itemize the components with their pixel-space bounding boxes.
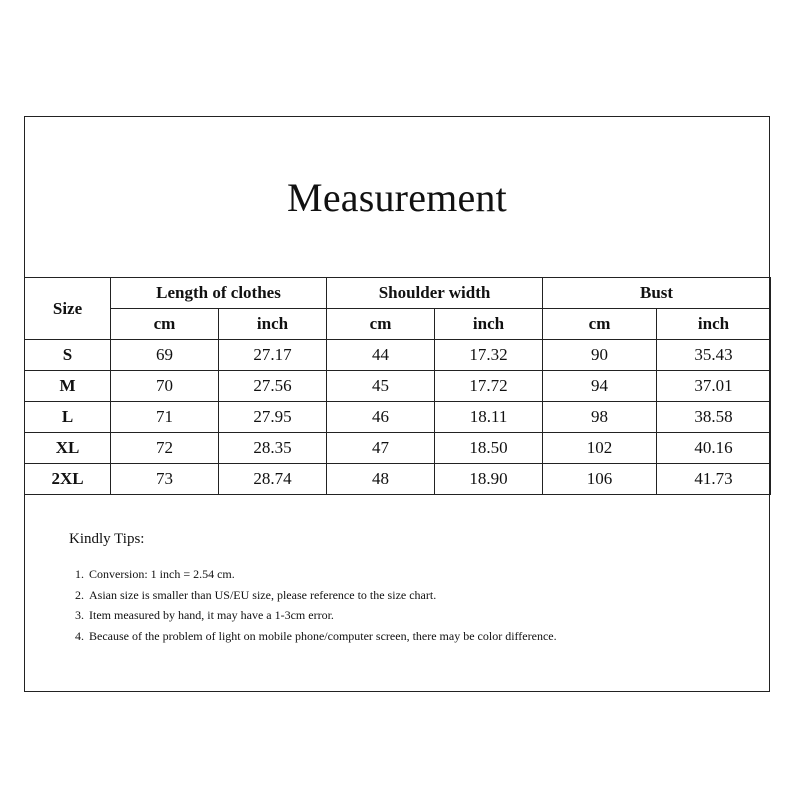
unit-header-row xyxy=(25,309,771,340)
tip-item: 1. Conversion: 1 inch = 2.54 cm. xyxy=(87,564,589,585)
group-header-length: Length of clothes xyxy=(111,278,327,309)
table-row xyxy=(25,371,771,402)
unit-header: inch xyxy=(657,309,771,340)
table-cell: 37.01 xyxy=(657,371,771,402)
table-cell: 102 xyxy=(543,433,657,464)
table-cell: 48 xyxy=(327,464,435,495)
table-cell: 73 xyxy=(111,464,219,495)
table-row xyxy=(25,402,771,433)
size-column-header: Size xyxy=(25,278,111,340)
table-cell: 28.74 xyxy=(219,464,327,495)
table-row xyxy=(25,340,771,371)
table-cell: 18.50 xyxy=(435,433,543,464)
table-cell: 41.73 xyxy=(657,464,771,495)
tip-item: 3. Item measured by hand, it may have a 1-3cm error. xyxy=(87,605,589,626)
table-cell: 72 xyxy=(111,433,219,464)
table-cell: 17.32 xyxy=(435,340,543,371)
tip-item: 2. Asian size is smaller than US/EU size, please reference to the size chart. xyxy=(87,585,589,606)
table-cell: 27.95 xyxy=(219,402,327,433)
table-cell: 38.58 xyxy=(657,402,771,433)
group-header-shoulder: Shoulder width xyxy=(327,278,543,309)
size-label: M xyxy=(25,371,111,402)
table-cell: 46 xyxy=(327,402,435,433)
tips-list xyxy=(69,564,589,646)
unit-header: cm xyxy=(327,309,435,340)
table-cell: 94 xyxy=(543,371,657,402)
tips-title: Kindly Tips: xyxy=(69,531,145,547)
table-row xyxy=(25,433,771,464)
unit-header: inch xyxy=(219,309,327,340)
group-header-row xyxy=(25,278,771,309)
size-label: S xyxy=(25,340,111,371)
unit-header: cm xyxy=(543,309,657,340)
size-label: 2XL xyxy=(25,464,111,495)
table-cell: 71 xyxy=(111,402,219,433)
table-cell: 18.11 xyxy=(435,402,543,433)
table-cell: 28.35 xyxy=(219,433,327,464)
size-label: XL xyxy=(25,433,111,464)
table-cell: 98 xyxy=(543,402,657,433)
table-cell: 90 xyxy=(543,340,657,371)
table-cell: 35.43 xyxy=(657,340,771,371)
table-cell: 45 xyxy=(327,371,435,402)
tip-item: 4. Because of the problem of light on mobile phone/computer screen, there may be color difference. xyxy=(87,626,589,647)
table-cell: 40.16 xyxy=(657,433,771,464)
tips-section xyxy=(69,531,589,646)
group-header-bust: Bust xyxy=(543,278,771,309)
table-cell: 27.56 xyxy=(219,371,327,402)
size-table xyxy=(24,277,771,495)
unit-header: cm xyxy=(111,309,219,340)
size-label: L xyxy=(25,402,111,433)
size-chart-frame xyxy=(24,116,770,692)
table-row xyxy=(25,464,771,495)
table-cell: 106 xyxy=(543,464,657,495)
table-cell: 47 xyxy=(327,433,435,464)
unit-header: inch xyxy=(435,309,543,340)
table-cell: 27.17 xyxy=(219,340,327,371)
table-cell: 44 xyxy=(327,340,435,371)
table-cell: 18.90 xyxy=(435,464,543,495)
table-cell: 70 xyxy=(111,371,219,402)
page-title: Measurement xyxy=(287,174,507,220)
table-cell: 69 xyxy=(111,340,219,371)
table-cell: 17.72 xyxy=(435,371,543,402)
